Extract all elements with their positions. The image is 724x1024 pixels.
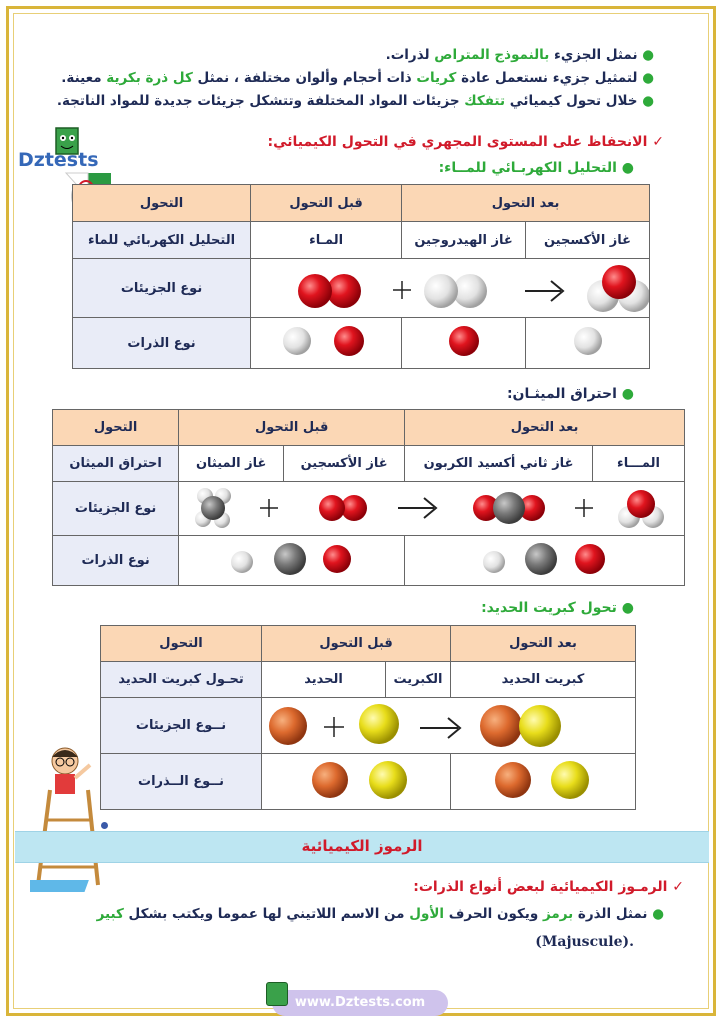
hydrogen-atom [568,321,608,361]
atoms-before [180,537,404,581]
transformation-name: التحليل الكهربائي للماء [73,222,251,259]
iron-sulfide-molecule [480,705,561,747]
atom-oxygen-cell [526,318,650,369]
electrolysis-table [72,184,650,369]
conservation-title-text: الانحفاظ على المستوى المجهري في التحول الكيميائي: [267,134,648,150]
symbols-highlight-c: كبير [96,906,124,922]
bullet-2-text-c: معينة. [61,70,107,86]
electrolysis-title [439,160,634,176]
water-molecule [587,265,649,312]
kid-on-ladder-illustration [30,745,145,895]
plus-sign [393,281,411,299]
symbols-text-a: نمثل الذرة [573,906,648,922]
atoms-after-cell [451,754,636,810]
methane-title [507,386,634,402]
atoms-before-cell [262,754,451,810]
after-header: بعد التحول [405,410,685,446]
footer-url[interactable]: www.Dztests.com [294,995,426,1010]
methane-gas-label: غاز الميثان [179,446,284,482]
symbols-bullet [97,906,664,922]
before-header: قبل التحول [262,626,451,662]
bullet-3-text-a: خلال تحول كيميائي [505,93,638,109]
bullet-2-highlight-b: كل ذرة بكرية [106,70,193,86]
after-header: بعد التحول [451,626,636,662]
bullet-2-text-a: لتمثيل جزيء نستعمل عادة [456,70,638,86]
symbols-highlight-b: الأول [409,906,445,922]
footer-link[interactable] [272,990,448,1016]
bullet-3-text-b: جزيئات المواد المختلفة وتتشكل جزيئات جديدة للمواد الناتجة. [56,93,465,109]
band-title: الرموز الكيميائية [301,837,423,855]
atom-type-label: نوع الذرات [53,536,179,586]
bullet-3 [57,93,654,109]
atom-hydrogen-cell [402,318,526,369]
methane-title-text: احتراق الميثـان: [506,386,617,402]
water-label: المـــاء [593,446,685,482]
bullet-2-highlight-a: كريات [416,70,457,86]
iron-label: الحديد [262,662,386,698]
atoms-before-cell [179,536,405,586]
bullet-1-text-b: لذرات. [385,47,435,63]
iron-sulfide-label: كبريت الحديد [451,662,636,698]
bullet-dot: ● [616,160,634,176]
bullet-dot: ● [616,600,634,616]
logo-text: Dztests [18,149,99,171]
transformation-name: تحـول كبريت الحديد [101,662,262,698]
iron-sulfide-table [100,625,636,810]
methane-molecule [195,488,231,528]
transformation-name: احتراق الميثان [53,446,179,482]
conservation-title [268,134,664,150]
atoms-after [451,755,635,805]
oxygen-gas-label: غاز الأكسجين [284,446,405,482]
symbols-text-b: ويكون الحرف [444,906,543,922]
molecule-type-label: نوع الجزيئات [53,482,179,536]
iron-title [481,600,634,616]
plus-sign [324,717,344,737]
atoms-after-cell [405,536,685,586]
hydrogen-gas-label: غاز الهيدروجين [402,222,526,259]
bullet-dot: ● [642,47,654,63]
water-molecule [618,490,664,528]
bullet-1-highlight: بالنموذج المتراص [434,47,550,63]
small-dot [101,822,108,829]
molecules-cell [251,259,650,318]
electrolysis-title-text: التحليل الكهربـائي للمــاء: [438,160,617,176]
illustration-graphic [30,745,145,895]
oxygen-molecule [298,274,361,308]
atoms-before-cell [251,318,402,369]
molecule-type-label: نــوع الجزيئات [101,698,262,754]
symbols-subtitle-text: الرمـوز الكيميائية لبعض أنواع الذرات: [413,879,668,895]
transformation-header: التحول [53,410,179,446]
iron-molecule [269,707,307,745]
atoms-before [263,755,450,805]
molecules-cell [179,482,685,536]
transformation-header: التحول [101,626,262,662]
reaction-arrow [398,498,436,518]
symbols-highlight-a: برمز [542,906,574,922]
molecule-type-label: نوع الجزيئات [73,259,251,318]
bullet-dot: ● [652,906,664,922]
molecules-diagram [253,260,649,316]
check-icon: ✓ [647,134,664,150]
check-icon: ✓ [667,879,684,895]
atom-type-label: نوع الذرات [73,318,251,369]
molecules-diagram [264,699,635,753]
methane-table [52,409,685,586]
plus-sign [260,499,278,517]
water-label: المـاء [251,222,402,259]
symbols-subtitle [413,879,684,895]
before-header: قبل التحول [251,185,402,222]
symbols-text-c: من الاسم اللاتيني لها عموما ويكتب بشكل [123,906,410,922]
reaction-arrow-main [422,718,460,738]
oxygen-molecule [319,495,367,521]
bullet-dot: ● [642,93,654,109]
sulfur-label: الكبريت [386,662,451,698]
atoms-after [406,537,684,581]
carbon-dioxide-molecule [473,492,545,524]
footer-logo-icon [266,982,288,1006]
molecules-cell [262,698,636,754]
bullet-3-highlight: تتفكك [464,93,506,109]
carbon-dioxide-label: غاز ثاني أكسيد الكربون [405,446,593,482]
hydrogen-molecule [424,274,487,308]
molecules-diagram [182,483,684,535]
iron-title-text: تحول كبريت الحديد: [481,600,617,616]
transformation-header: التحول [73,185,251,222]
sulfur-molecule [359,704,399,744]
atoms-before [251,321,401,361]
oxygen-atom [444,321,484,361]
bullet-2-text-b: ذات أحجام وألوان مختلفة ، نمثل [192,70,417,86]
plus-sign [575,499,593,517]
reaction-arrow [525,281,563,301]
oxygen-gas-label: غاز الأكسجين [526,222,650,259]
atom-type-label: نــوع الــذرات [101,754,262,810]
bullet-1-text-a: نمثل الجزيء [549,47,638,63]
chemical-symbols-band [15,831,709,863]
before-header: قبل التحول [179,410,405,446]
majuscule-note: (Majuscule). [535,934,634,950]
bullet-dot: ● [616,386,634,402]
bullet-1 [386,47,654,63]
bullet-dot: ● [642,70,654,86]
bullet-2 [61,70,654,86]
after-header: بعد التحول [402,185,650,222]
